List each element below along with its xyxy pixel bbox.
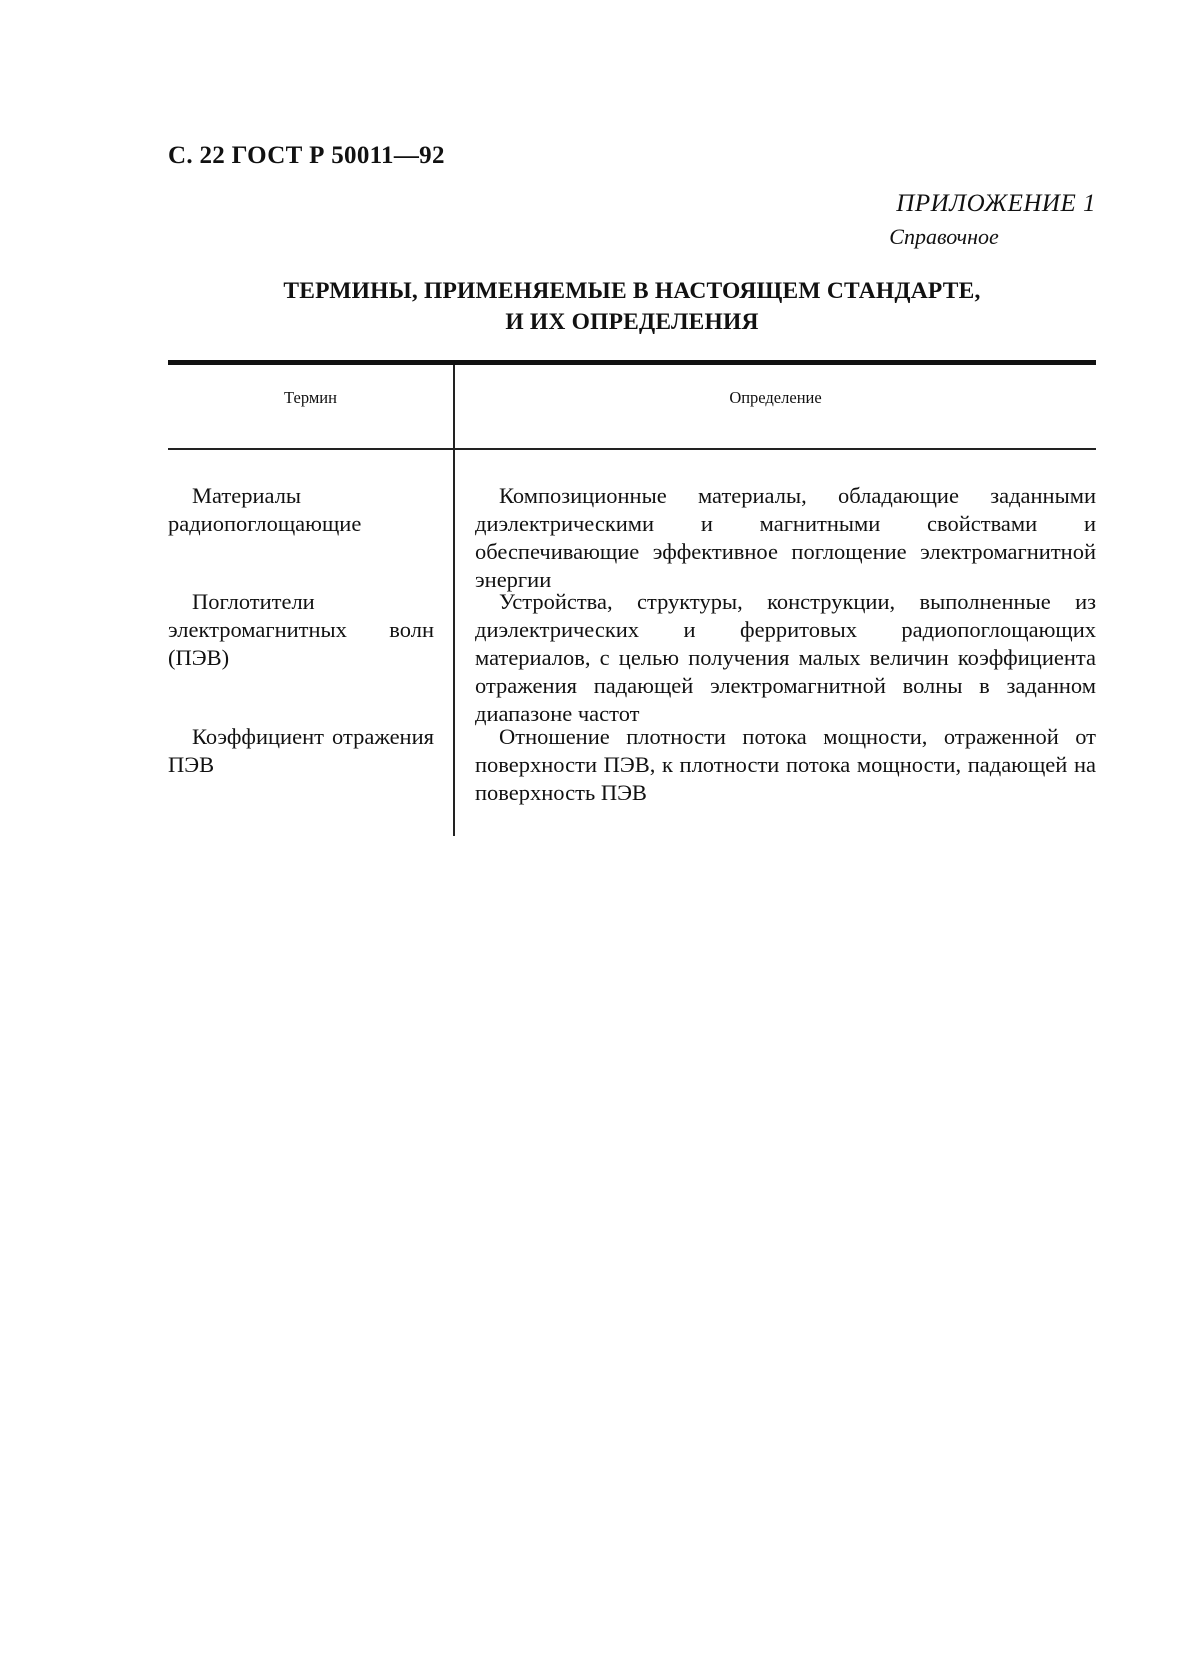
document-title <box>168 276 1096 338</box>
appendix-type: Справочное <box>889 224 999 249</box>
table-top-rule <box>168 360 1096 365</box>
table-row-3-definition: Отношение плотности потока мощности, отраженной от поверхности ПЭВ, к плотности потока мощности, падающей на поверхность ПЭВ <box>475 724 1096 805</box>
appendix-block <box>889 190 1096 250</box>
table-row-1-term: Материалы радиопоглощающие <box>168 483 362 536</box>
appendix-label: ПРИЛОЖЕНИЕ 1 <box>896 190 1096 217</box>
table-row-2-term: Поглотители электромагнитных волн (ПЭВ) <box>168 589 434 670</box>
table-row-1-definition: Композиционные материалы, обладающие заданными диэлектрическими и магнитными свойствами и обеспечивающие эффективное поглощение электромагнитной энергии <box>475 483 1096 592</box>
document-title-line-1: ТЕРМИНЫ, ПРИМЕНЯЕМЫЕ В НАСТОЯЩЕМ СТАНДАРТЕ, <box>283 278 981 304</box>
table-row-2-definition: Устройства, структуры, конструкции, выполненные из диэлектрических и ферритовых радиопоглощающих материалов, с целью получения малых величин коэффициента отражения падающей электромагнитной волны в заданном диапазоне частот <box>475 589 1096 726</box>
terms-table <box>168 360 1096 836</box>
document-title-line-2: И ИХ ОПРЕДЕЛЕНИЯ <box>505 309 759 335</box>
page-header: С. 22 ГОСТ Р 50011—92 <box>168 142 445 169</box>
table-column-divider <box>453 365 455 836</box>
table-header-rule <box>168 448 1096 450</box>
column-header-term: Термин <box>284 388 337 407</box>
table-row-3-term: Коэффициент отражения ПЭВ <box>168 724 434 777</box>
column-header-definition: Определение <box>729 388 822 407</box>
